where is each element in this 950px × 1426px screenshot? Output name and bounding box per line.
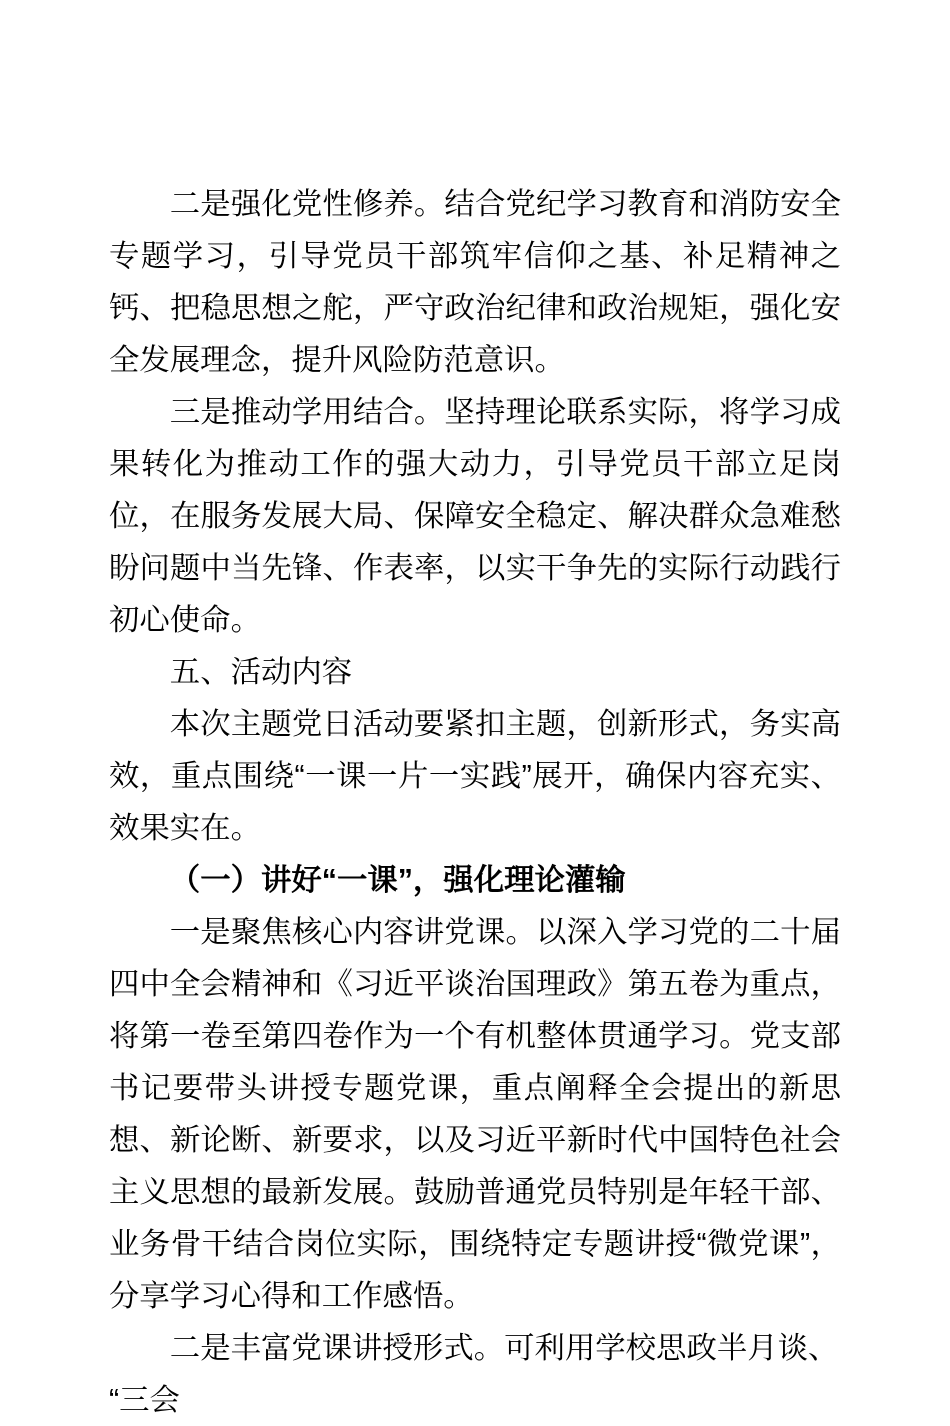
document-body (109, 178, 841, 1426)
paragraph-enrich-lecture-formats: 二是丰富党课讲授形式。可利用学校思政半月谈、“三会 (109, 1331, 839, 1417)
subsection-heading-one-lesson: （一）讲好“一课”，强化理论灌输 (169, 863, 626, 897)
paragraph-party-spirit-cultivation: 二是强化党性修养。结合党纪学习教育和消防安全专题学习，引导党员干部筑牢信仰之基、补足精神之钙、把稳思想之舵，严守政治纪律和政治规矩，强化安全发展理念，提升风险防范意识。 (109, 187, 841, 377)
section-heading-activity-content: 五、活动内容 (169, 655, 353, 689)
paragraph-learning-application: 三是推动学用结合。坚持理论联系实际，将学习成果转化为推动工作的强大动力，引导党员干部立足岗位，在服务发展大局、保障安全稳定、解决群众急难愁盼问题中当先锋、作表率，以实干争先的实际行动践行初心使命。 (109, 395, 841, 637)
paragraph-activity-overview: 本次主题党日活动要紧扣主题，创新形式，务实高效，重点围绕“一课一片一实践”展开，确保内容充实、效果实在。 (109, 707, 841, 845)
paragraph-core-content-party-lecture: 一是聚焦核心内容讲党课。以深入学习党的二十届四中全会精神和《习近平谈治国理政》第五卷为重点，将第一卷至第四卷作为一个有机整体贯通学习。党支部书记要带头讲授专题党课，重点阐释全会提出的新思想、新论断、新要求，以及习近平新时代中国特色社会主义思想的最新发展。鼓励普通党员特别是年轻干部、业务骨干结合岗位实际，围绕特定专题讲授“微党课”，分享学习心得和工作感悟。 (109, 915, 841, 1313)
